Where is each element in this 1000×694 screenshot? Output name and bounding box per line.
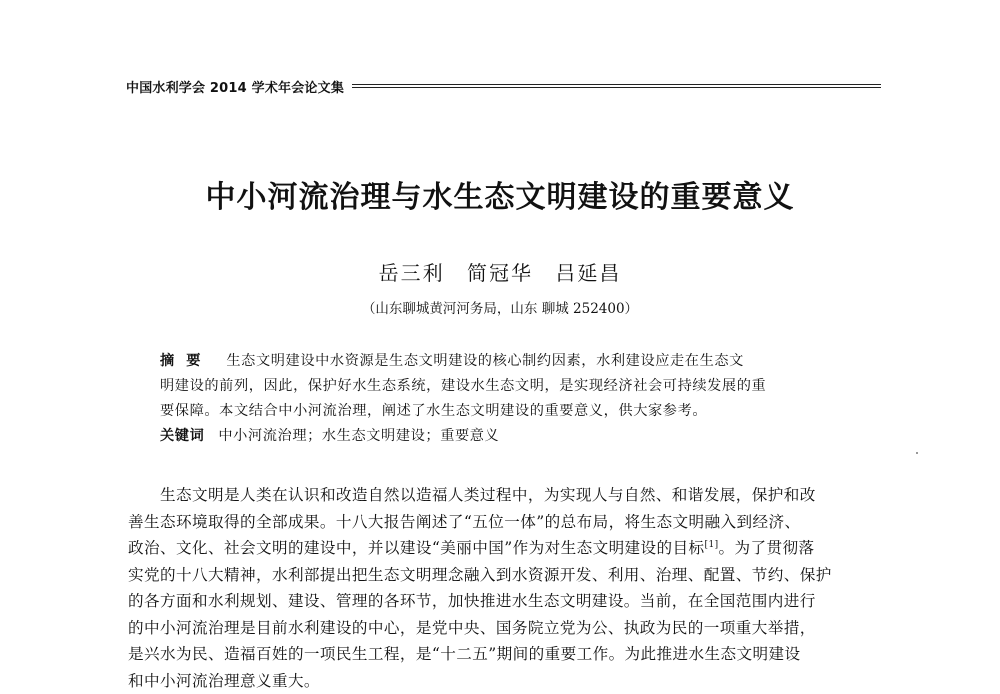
author-3: 吕延昌 [555,261,621,285]
body-line-8: 和中小河流治理意义重大。 [128,668,888,694]
running-header [126,76,881,96]
abstract-line-1 [160,349,860,374]
abstract-line-3: 要保障。本文结合中小河流治理，阐述了水生态文明建设的重要意义，供大家参考。 [160,399,860,424]
abstract-line-2: 明建设的前列，因此，保护好水生态系统，建设水生态文明，是实现经济社会可持续发展的重 [160,374,860,399]
paper-title: 中小河流治理与水生态文明建设的重要意义 [0,172,1000,216]
author-1: 岳三利 [379,261,445,285]
body-line-7: 是兴水为民、造福百姓的一项民生工程，是“十二五”期间的重要工作。为此推进水生态文明建设 [128,641,888,668]
header-double-rule [352,84,881,88]
abstract-label: 摘要 [160,353,212,369]
authors [0,257,1000,286]
body-line-3-tail: 。为了贯彻落 [718,539,814,557]
body-line-2: 善生态环境取得的全部成果。十八大报告阐述了“五位一体”的总布局，将生态文明融入到经济、 [128,509,888,536]
keywords-line [160,424,860,449]
body-line-6: 的中小河流治理是目前水利建设的中心，是党中央、国务院立党为公、执政为民的一项重大举措， [128,615,888,642]
body-text [128,482,888,694]
citation-ref[interactable]: [1] [705,540,719,550]
affiliation: （山东聊城黄河河务局，山东 聊城 252400） [0,297,1000,317]
body-line-3 [128,535,888,562]
abstract-block [160,349,860,449]
scan-dot [916,452,918,454]
author-2: 简冠华 [467,261,533,285]
running-header-text: 中国水利学会 2014 学术年会论文集 [126,77,344,96]
body-line-1: 生态文明是人类在认识和改造自然以造福人类过程中，为实现人与自然、和谐发展，保护和改 [128,482,888,509]
body-line-4: 实党的十八大精神，水利部提出把生态文明理念融入到水资源开发、利用、治理、配置、节约、保护 [128,562,888,589]
body-line-5: 的各方面和水利规划、建设、管理的各环节，加快推进水生态文明建设。当前，在全国范围内进行 [128,588,888,615]
keywords-text: 中小河流治理；水生态文明建设；重要意义 [218,428,499,444]
body-line-3-text: 政治、文化、社会文明的建设中，并以建设“美丽中国”作为对生态文明建设的目标 [128,539,705,557]
keywords-label: 关键词 [160,428,204,444]
abstract-text-1: 生态文明建设中水资源是生态文明建设的核心制约因素，水利建设应走在生态文 [226,353,744,369]
